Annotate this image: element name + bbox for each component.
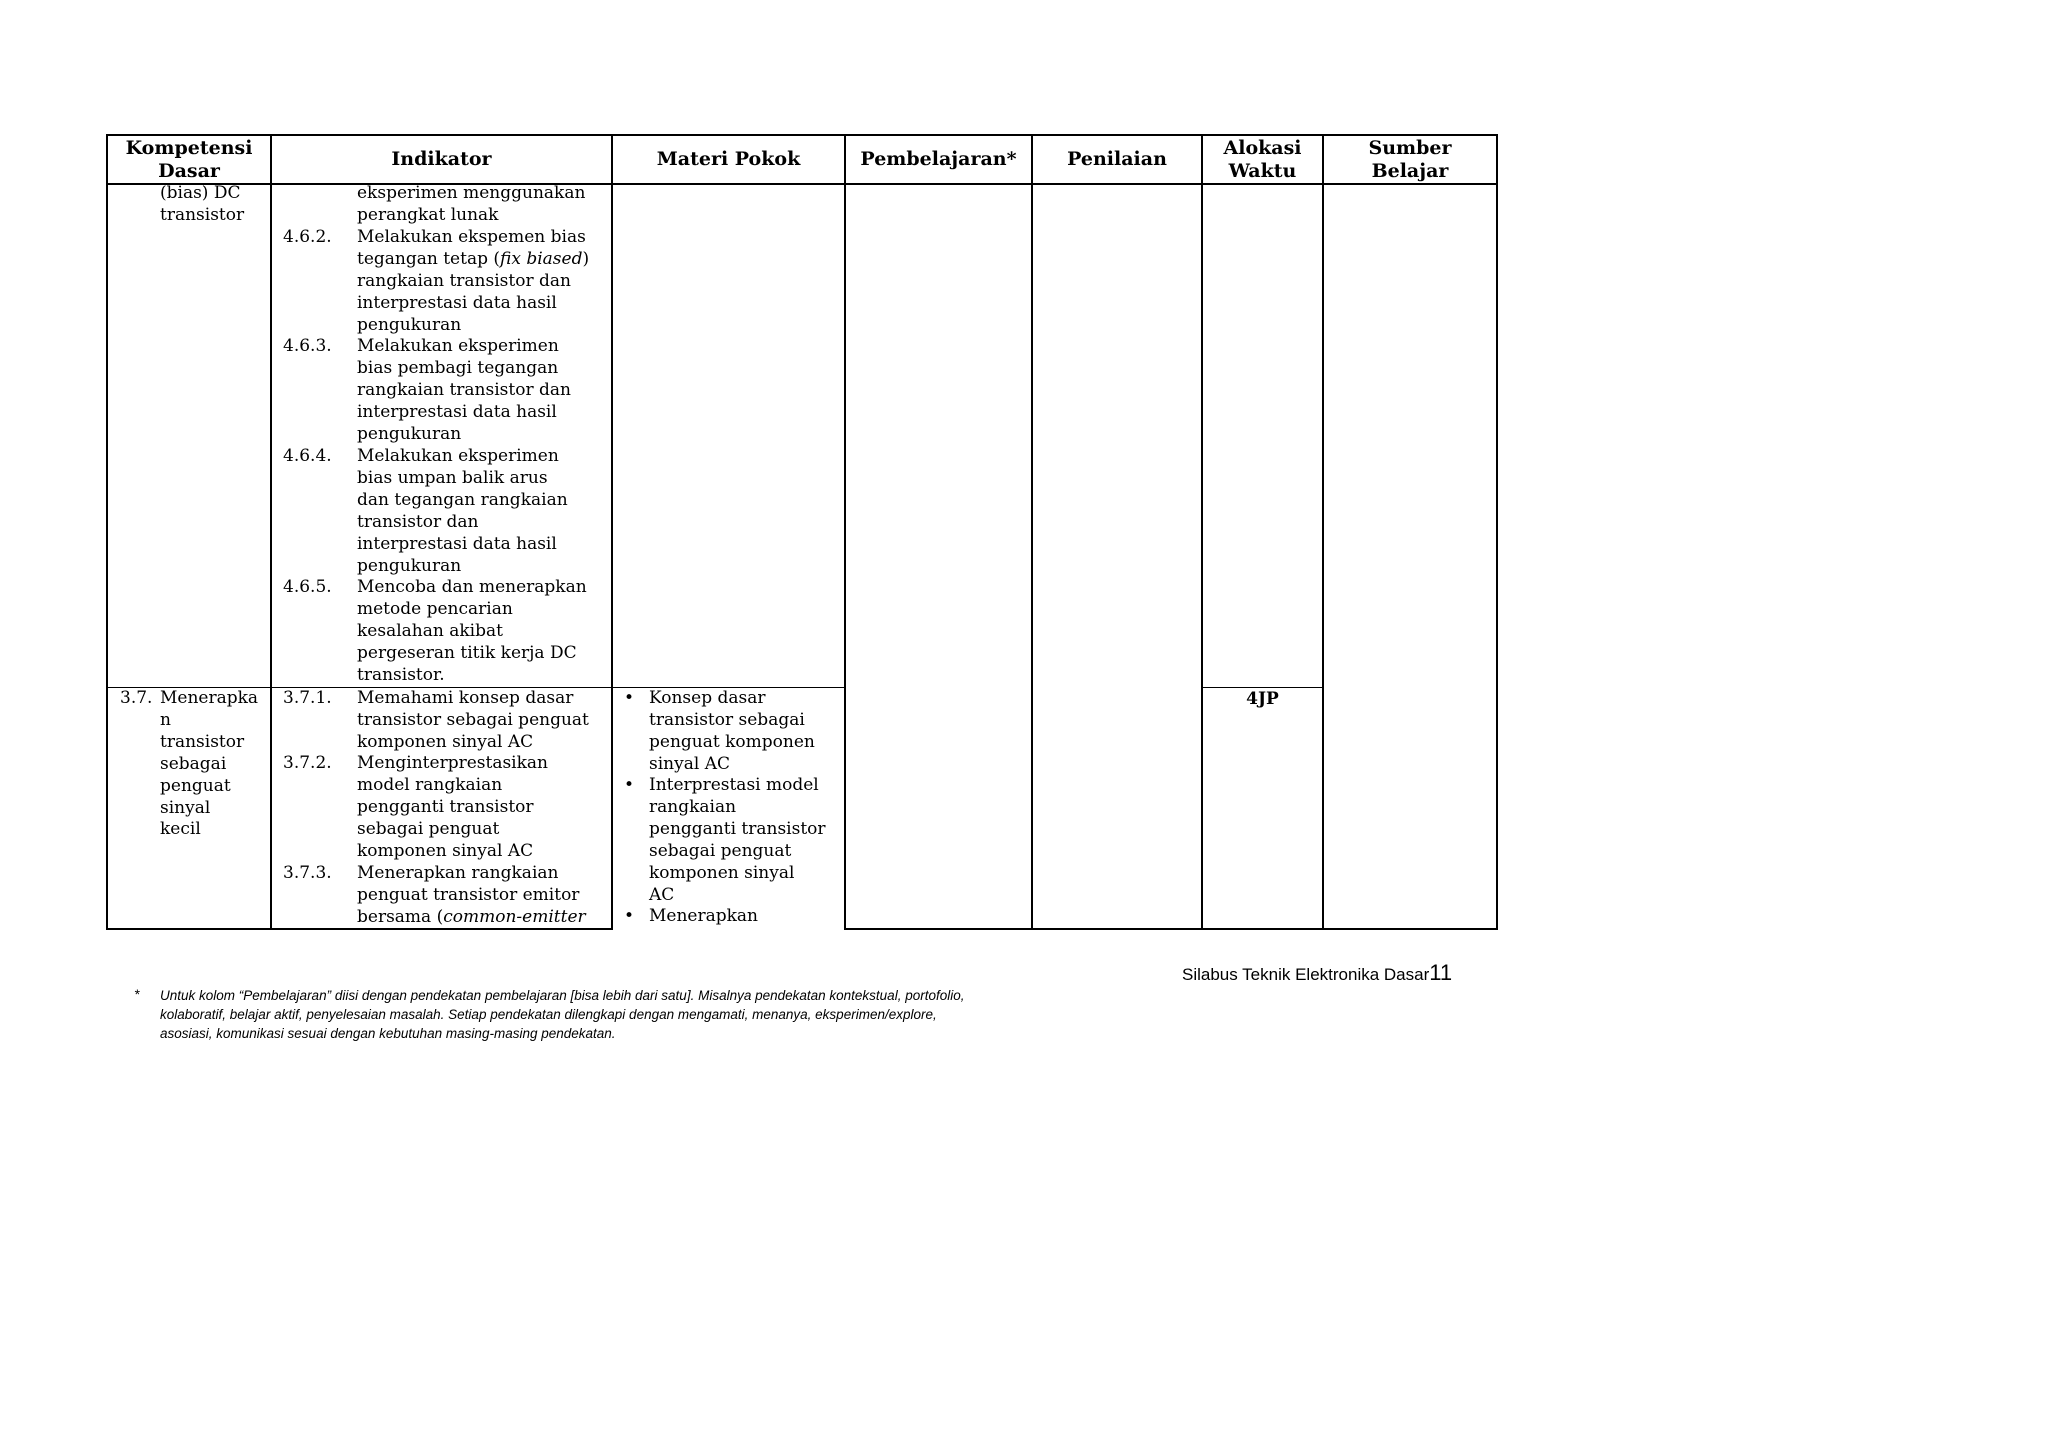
col-divider-3 xyxy=(844,134,846,930)
materi-line: sebagai penguat xyxy=(649,840,792,861)
header-sumber-line1: Sumber xyxy=(1368,136,1452,159)
materi-line: komponen sinyal xyxy=(649,862,795,883)
indicator-line: transistor. xyxy=(357,664,445,685)
indicator-line: dan tegangan rangkaian xyxy=(357,489,568,510)
indicator-number-4-6-5: 4.6.5. xyxy=(283,577,332,597)
indicator-line: pengukuran xyxy=(357,555,462,576)
indicator-line: Mencoba dan menerapkan xyxy=(357,577,587,597)
indicator-line: pengganti transistor xyxy=(357,796,534,817)
indicator-line-with-italic xyxy=(357,907,586,929)
materi-bullet-icon: • xyxy=(624,906,635,926)
indicator-line: Melakukan eksperimen xyxy=(357,336,559,356)
indicator-line: eksperimen menggunakan xyxy=(357,183,586,203)
footnote xyxy=(160,986,964,1043)
materi-item-2 xyxy=(649,775,826,906)
row2-kd-number: 3.7. xyxy=(120,688,153,708)
footnote-line: asosiasi, komunikasi sesuai dengan kebutuhan masing-masing pendekatan. xyxy=(160,1026,616,1041)
materi-item-1 xyxy=(649,688,815,776)
indicator-line: komponen sinyal AC xyxy=(357,840,534,861)
indicator-line: bias umpan balik arus xyxy=(357,467,548,488)
indicator-line: rangkaian transistor dan xyxy=(357,379,571,400)
materi-line: Interprestasi model xyxy=(649,775,819,795)
indicator-line: perangkat lunak xyxy=(357,204,499,225)
row1-kd-line: transistor xyxy=(160,204,245,225)
page-footer xyxy=(1182,960,1452,986)
materi-line: rangkaian xyxy=(649,796,737,817)
alokasi-waktu-value: 4JP xyxy=(1246,689,1279,709)
header-alokasi-waktu xyxy=(1203,136,1322,183)
indicator-text-4-6-3 xyxy=(357,336,571,446)
document-title: Silabus Teknik Elektronika Dasar xyxy=(1182,965,1430,984)
left-border xyxy=(106,134,108,930)
row2-kd-cell xyxy=(160,688,258,841)
row2-kd-line: transistor xyxy=(160,731,245,752)
header-indikator: Indikator xyxy=(391,148,492,170)
header-kd-line2: Dasar xyxy=(158,159,220,182)
materi-line: transistor sebagai xyxy=(649,709,805,730)
header-materi-pokok: Materi Pokok xyxy=(656,148,801,170)
indicator-line: komponen sinyal AC xyxy=(357,731,534,752)
indicator-line: pergeseran titik kerja DC xyxy=(357,642,577,663)
row2-kd-line: Menerapka xyxy=(160,688,259,708)
header-alokasi-line1: Alokasi xyxy=(1223,136,1302,159)
indicator-line: Memahami konsep dasar xyxy=(357,688,574,708)
indicator-line: transistor sebagai penguat xyxy=(357,709,589,730)
page-number: 11 xyxy=(1429,960,1453,985)
indicator-line: interprestasi data hasil xyxy=(357,533,557,554)
indicator-text-3-7-3 xyxy=(357,863,586,929)
indicator-text-4-6-4 xyxy=(357,446,568,577)
header-alokasi-line2: Waktu xyxy=(1228,159,1297,182)
materi-item-3 xyxy=(649,906,758,928)
right-border xyxy=(1496,134,1498,930)
row2-kd-line: sebagai xyxy=(160,753,227,774)
materi-line: Konsep dasar xyxy=(649,688,766,708)
indicator-line: rangkaian transistor dan xyxy=(357,270,571,291)
indicator-line: pengukuran xyxy=(357,314,462,335)
indicator-line: penguat transistor emitor xyxy=(357,884,580,905)
indicator-italic-term: common-emitter xyxy=(443,906,586,927)
footnote-line: kolaboratif, belajar aktif, penyelesaian masalah. Setiap pendekatan dilengkapi dengan mengamati, menanya, eksperimen/explore, xyxy=(160,1007,937,1022)
indicator-line: Menerapkan rangkaian xyxy=(357,863,559,883)
row1-indicator-continuation xyxy=(357,183,585,227)
materi-line: sinyal AC xyxy=(649,753,730,774)
indicator-line: interprestasi data hasil xyxy=(357,292,557,313)
header-kd-line1: Kompetensi xyxy=(125,136,253,159)
header-sumber-line2: Belajar xyxy=(1371,159,1449,182)
footnote-marker: * xyxy=(134,986,140,1002)
header-bottom-border xyxy=(106,183,1498,185)
indicator-line-with-italic xyxy=(357,249,589,271)
indicator-segment: tegangan tetap ( xyxy=(357,248,501,269)
materi-line: penguat komponen xyxy=(649,731,815,752)
indicator-number-4-6-3: 4.6.3. xyxy=(283,336,332,356)
indicator-segment: bersama ( xyxy=(357,906,444,927)
materi-bullet-icon: • xyxy=(624,688,635,708)
indicator-segment: ) xyxy=(582,248,590,269)
row-divider-right xyxy=(1202,687,1323,688)
indicator-italic-term: fix biased xyxy=(500,248,583,269)
header-pembelajaran: Pembelajaran* xyxy=(860,148,1017,170)
row2-kd-line: sinyal xyxy=(160,797,211,818)
bottom-border-right xyxy=(844,928,1498,930)
indicator-line: pengukuran xyxy=(357,423,462,444)
indicator-line: metode pencarian xyxy=(357,598,513,619)
header-sumber-belajar xyxy=(1324,136,1496,183)
indicator-text-4-6-5 xyxy=(357,577,587,687)
indicator-line: Melakukan ekspemen bias xyxy=(357,227,586,247)
indicator-number-3-7-3: 3.7.3. xyxy=(283,863,332,883)
header-penilaian: Penilaian xyxy=(1067,148,1167,170)
row2-kd-line: kecil xyxy=(160,819,201,840)
footnote-line: Untuk kolom “Pembelajaran” diisi dengan pendekatan pembelajaran [bisa lebih dari satu]. Misalnya pendekatan kontekstual, portofolio, xyxy=(160,988,965,1003)
materi-line: AC xyxy=(649,884,675,905)
indicator-text-3-7-1 xyxy=(357,688,589,754)
indicator-line: interprestasi data hasil xyxy=(357,401,557,422)
col-divider-6 xyxy=(1322,134,1324,930)
materi-line: Menerapkan xyxy=(649,906,759,926)
col-divider-4 xyxy=(1031,134,1033,930)
row2-kd-line: n xyxy=(160,709,171,730)
row2-kd-line: penguat xyxy=(160,775,231,796)
indicator-text-4-6-2 xyxy=(357,227,589,337)
materi-bullet-icon: • xyxy=(624,775,635,795)
indicator-line: transistor dan xyxy=(357,511,479,532)
indicator-number-3-7-2: 3.7.2. xyxy=(283,753,332,773)
indicator-number-4-6-2: 4.6.2. xyxy=(283,227,332,247)
col-divider-5 xyxy=(1201,134,1203,930)
indicator-line: model rangkaian xyxy=(357,774,503,795)
col-divider-2 xyxy=(611,134,613,930)
indicator-number-3-7-1: 3.7.1. xyxy=(283,688,332,708)
indicator-line: kesalahan akibat xyxy=(357,620,503,641)
header-kompetensi-dasar xyxy=(108,136,270,183)
materi-line: pengganti transistor xyxy=(649,818,826,839)
indicator-number-4-6-4: 4.6.4. xyxy=(283,446,332,466)
indicator-line: Melakukan eksperimen xyxy=(357,446,559,466)
indicator-text-3-7-2 xyxy=(357,753,548,863)
indicator-line: sebagai penguat xyxy=(357,818,500,839)
row1-kd-line: (bias) DC xyxy=(160,183,241,203)
indicator-line: bias pembagi tegangan xyxy=(357,357,559,378)
col-divider-1 xyxy=(270,134,272,930)
row1-kd-cell xyxy=(160,183,244,227)
indicator-line: Menginterprestasikan xyxy=(357,753,549,773)
